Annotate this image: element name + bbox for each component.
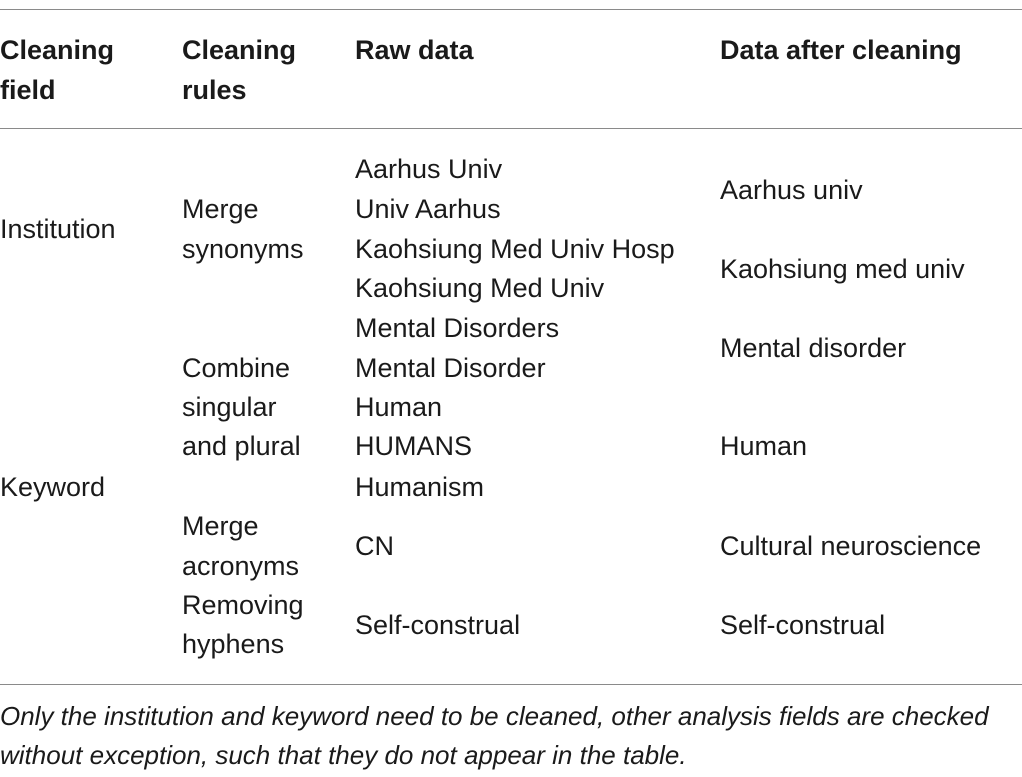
- header-data-after-cleaning: Data after cleaning: [720, 35, 962, 65]
- header-raw-data: Raw data: [355, 35, 474, 65]
- top-rule: [0, 9, 1022, 10]
- raw-item: HUMANS: [355, 431, 473, 461]
- footnote-line2: without exception, such that they do not appear in the table.: [0, 740, 687, 770]
- raw-item: Self-construal: [355, 610, 521, 640]
- raw-item: Aarhus Univ: [355, 154, 503, 184]
- raw-item: Univ Aarhus: [355, 194, 501, 224]
- header-cleaning-field-line1: Cleaning: [0, 35, 115, 65]
- header-rule: [0, 128, 1022, 129]
- rule-combine-line3: and plural: [182, 431, 301, 461]
- rule-merge-synonyms-line1: Merge: [182, 194, 259, 224]
- raw-item: Kaohsiung Med Univ Hosp: [355, 234, 675, 264]
- raw-item: Human: [355, 392, 443, 422]
- rule-combine-line2: singular: [182, 392, 277, 422]
- cleaned-item: Kaohsiung med univ: [720, 254, 965, 284]
- raw-item: Humanism: [355, 472, 485, 502]
- raw-item: Kaohsiung Med Univ: [355, 273, 605, 303]
- cleaned-item: Aarhus univ: [720, 175, 863, 205]
- table-footnote: [0, 697, 989, 775]
- header-cleaning-rules-line2: rules: [182, 75, 247, 105]
- bottom-rule: [0, 684, 1022, 685]
- raw-item: CN: [355, 531, 394, 561]
- field-keyword: Keyword: [0, 472, 106, 502]
- cleaned-item: Human: [720, 431, 808, 461]
- rule-merge-acronyms-line2: acronyms: [182, 551, 300, 581]
- cleaned-item: Self-construal: [720, 610, 886, 640]
- rule-combine-line1: Combine: [182, 353, 291, 383]
- rule-merge-acronyms-line1: Merge: [182, 511, 259, 541]
- rule-removing-hyphens-line2: hyphens: [182, 629, 285, 659]
- footnote-line1: Only the institution and keyword need to be cleaned, other analysis fields are checked: [0, 701, 989, 731]
- header-cleaning-field-line2: field: [0, 75, 56, 105]
- header-cleaning-rules-line1: Cleaning: [182, 35, 297, 65]
- cleaned-item: Mental disorder: [720, 333, 907, 363]
- rule-removing-hyphens-line1: Removing: [182, 590, 304, 620]
- field-institution: Institution: [0, 214, 116, 244]
- cleaned-item: Cultural neuroscience: [720, 531, 982, 561]
- raw-item: Mental Disorder: [355, 353, 546, 383]
- raw-item: Mental Disorders: [355, 313, 560, 343]
- rule-merge-synonyms-line2: synonyms: [182, 234, 304, 264]
